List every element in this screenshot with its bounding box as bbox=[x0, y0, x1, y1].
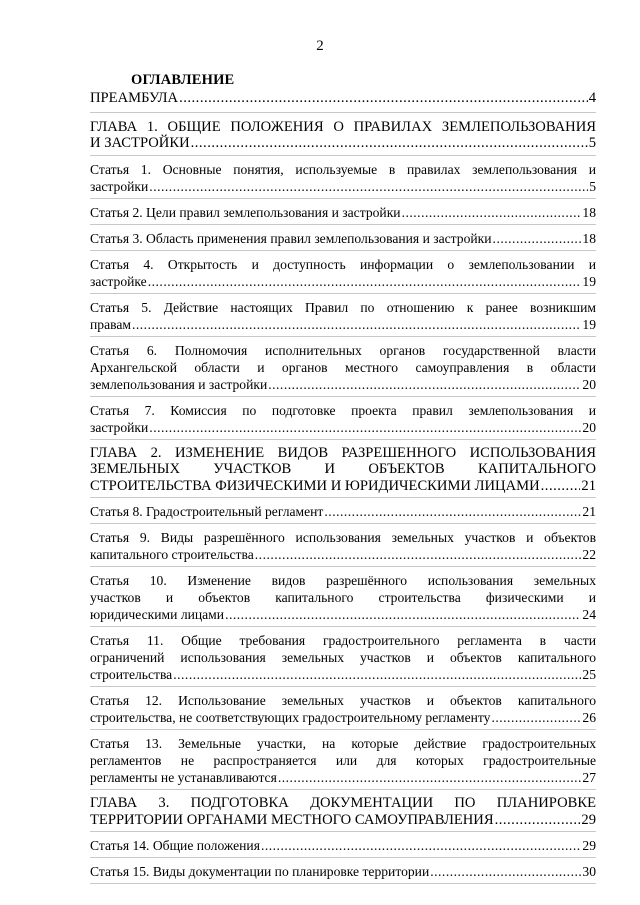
toc-entry-line: Статья 11. Общие требования градостроительного регламента в части bbox=[90, 633, 596, 648]
toc-entry-line: ограничений использования земельных участков и объектов капитального bbox=[90, 650, 596, 665]
dot-leader bbox=[541, 478, 581, 495]
page-number: 2 bbox=[316, 38, 324, 54]
toc-page-number: 20 bbox=[582, 419, 596, 435]
toc-entry-line: Статья 13. Земельные участки, на которые действие градостроительных bbox=[90, 736, 596, 751]
toc-entry-title: регламенты не устанавливаются bbox=[90, 770, 277, 785]
dot-leader bbox=[493, 230, 582, 247]
section-divider bbox=[90, 112, 596, 113]
toc-page-number: 5 bbox=[589, 178, 596, 194]
toc-page-number: 20 bbox=[582, 376, 596, 392]
toc-entry-line: Статья 4. Открытость и доступность информации о землепользовании и bbox=[90, 256, 596, 272]
toc-article-entry[interactable] bbox=[90, 299, 596, 337]
toc-article-entry[interactable] bbox=[90, 256, 596, 294]
toc-article-entry[interactable] bbox=[90, 342, 596, 397]
toc-page-number: 26 bbox=[582, 710, 596, 725]
dot-leader bbox=[261, 837, 581, 854]
toc-entry-line: ГЛАВА 2. ИЗМЕНЕНИЕ ВИДОВ РАЗРЕШЕННОГО ИСПОЛЬЗОВАНИЯ bbox=[90, 444, 596, 461]
toc-article-entry[interactable] bbox=[90, 572, 596, 627]
toc-title: ОГЛАВЛЕНИЕ bbox=[131, 72, 235, 88]
toc-entry-title: застройки bbox=[90, 419, 149, 435]
toc-entry-title: землепользования и застройки bbox=[90, 376, 268, 392]
dot-leader bbox=[132, 316, 581, 333]
dot-leader bbox=[179, 90, 588, 107]
toc-entry-line: Статья 6. Полномочия исполнительных органов государственной власти bbox=[90, 342, 596, 358]
toc-article-entry[interactable] bbox=[90, 161, 596, 199]
toc-entry-line: Статья 12. Использование земельных участков и объектов капитального bbox=[90, 693, 596, 708]
toc-entry-title: Статья 8. Градостроительный регламент bbox=[90, 504, 324, 519]
toc-page-number: 29 bbox=[582, 838, 596, 853]
toc-entry-line: Архангельской области и органов местного самоуправления в области bbox=[90, 359, 596, 375]
toc-entry-title: застройки bbox=[90, 178, 149, 194]
toc-entry-line: ГЛАВА 3. ПОДГОТОВКА ДОКУМЕНТАЦИИ ПО ПЛАНИРОВКЕ bbox=[90, 795, 596, 811]
toc-entry-title: строительства bbox=[90, 667, 173, 682]
toc-page-number: 19 bbox=[582, 273, 596, 289]
toc-page-number: 29 bbox=[581, 811, 596, 828]
dot-leader bbox=[149, 419, 581, 436]
toc-entry-line: Статья 9. Виды разрешённого использования земельных участков и объектов bbox=[90, 530, 596, 545]
toc-article-entry[interactable] bbox=[90, 230, 596, 251]
dot-leader bbox=[255, 546, 582, 563]
toc-entry-title: Статья 2. Цели правил землепользования и застройки bbox=[90, 204, 401, 220]
toc-entry-title: ТЕРРИТОРИИ ОРГАНАМИ МЕСТНОГО САМОУПРАВЛЕНИЯ bbox=[90, 811, 494, 828]
toc-page-number: 5 bbox=[588, 135, 596, 151]
toc-article-entry[interactable] bbox=[90, 837, 596, 858]
toc-chapter-entry[interactable] bbox=[90, 90, 596, 110]
dot-leader bbox=[225, 606, 581, 623]
toc-page-number: 21 bbox=[581, 477, 596, 494]
toc-entry-title: СТРОИТЕЛЬСТВА ФИЗИЧЕСКИМИ И ЮРИДИЧЕСКИМИ ЛИЦАМИ bbox=[90, 477, 540, 494]
toc-page-number: 18 bbox=[582, 230, 596, 246]
toc-page-number: 22 bbox=[582, 547, 596, 562]
toc-chapter-entry[interactable] bbox=[90, 445, 596, 499]
toc-entry-line: Статья 10. Изменение видов разрешённого использования земельных bbox=[90, 573, 596, 588]
toc-page-number: 24 bbox=[582, 607, 596, 622]
toc-article-entry[interactable] bbox=[90, 529, 596, 567]
toc-page-number: 18 bbox=[582, 204, 596, 220]
toc-article-entry[interactable] bbox=[90, 204, 596, 225]
dot-leader bbox=[324, 503, 581, 520]
toc-page-number: 21 bbox=[582, 504, 596, 519]
toc-entry-title: Статья 3. Область применения правил землепользования и застройки bbox=[90, 230, 492, 246]
dot-leader bbox=[268, 376, 581, 393]
toc-entry-title: капитального строительства bbox=[90, 547, 254, 562]
dot-leader bbox=[491, 709, 581, 726]
toc-entry-title: строительства, не соответствующих градостроительному регламенту bbox=[90, 710, 491, 725]
toc-article-entry[interactable] bbox=[90, 692, 596, 730]
dot-leader bbox=[173, 666, 581, 683]
toc-article-entry[interactable] bbox=[90, 863, 596, 884]
toc-entry-title: И ЗАСТРОЙКИ bbox=[90, 135, 190, 151]
toc-entry-title: ПРЕАМБУЛА bbox=[90, 90, 179, 106]
toc-entry-line: Статья 1. Основные понятия, используемые в правилах землепользования и bbox=[90, 161, 596, 177]
toc-page-number: 19 bbox=[582, 316, 596, 332]
dot-leader bbox=[495, 812, 581, 829]
toc-article-entry[interactable] bbox=[90, 632, 596, 687]
toc-entry-title: Статья 15. Виды документации по планировке территории bbox=[90, 864, 430, 879]
toc-page-number: 27 bbox=[582, 770, 596, 785]
toc-entry-title: правам bbox=[90, 316, 131, 332]
toc-page-number: 25 bbox=[582, 667, 596, 682]
toc-entry-line: участков и объектов капитального строительства физическими и bbox=[90, 590, 596, 605]
toc-entry-line: ЗЕМЕЛЬНЫХ УЧАСТКОВ И ОБЪЕКТОВ КАПИТАЛЬНОГО bbox=[90, 461, 596, 477]
toc-page-number: 30 bbox=[582, 864, 596, 879]
toc-entry-line: Статья 5. Действие настоящих Правил по отношению к ранее возникшим bbox=[90, 299, 596, 315]
table-of-contents bbox=[90, 90, 596, 889]
toc-article-entry[interactable] bbox=[90, 735, 596, 790]
toc-entry-title: юридическими лицами bbox=[90, 607, 225, 622]
toc-article-entry[interactable] bbox=[90, 402, 596, 440]
toc-chapter-entry[interactable] bbox=[90, 119, 596, 156]
toc-entry-title: Статья 14. Общие положения bbox=[90, 838, 260, 853]
toc-page-number: 4 bbox=[588, 90, 596, 106]
dot-leader bbox=[278, 769, 582, 786]
toc-entry-line: Статья 7. Комиссия по подготовке проекта правил землепользования и bbox=[90, 402, 596, 418]
toc-article-entry[interactable] bbox=[90, 503, 596, 524]
toc-chapter-entry[interactable] bbox=[90, 795, 596, 832]
toc-entry-line: регламентов не распространяется или для которых градостроительные bbox=[90, 753, 596, 768]
dot-leader bbox=[430, 863, 581, 880]
toc-entry-title: застройке bbox=[90, 273, 147, 289]
dot-leader bbox=[402, 204, 582, 221]
toc-entry-line: ГЛАВА 1. ОБЩИЕ ПОЛОЖЕНИЯ О ПРАВИЛАХ ЗЕМЛЕПОЛЬЗОВАНИЯ bbox=[90, 118, 596, 135]
dot-leader bbox=[148, 273, 582, 290]
dot-leader bbox=[149, 178, 588, 195]
dot-leader bbox=[191, 135, 588, 152]
